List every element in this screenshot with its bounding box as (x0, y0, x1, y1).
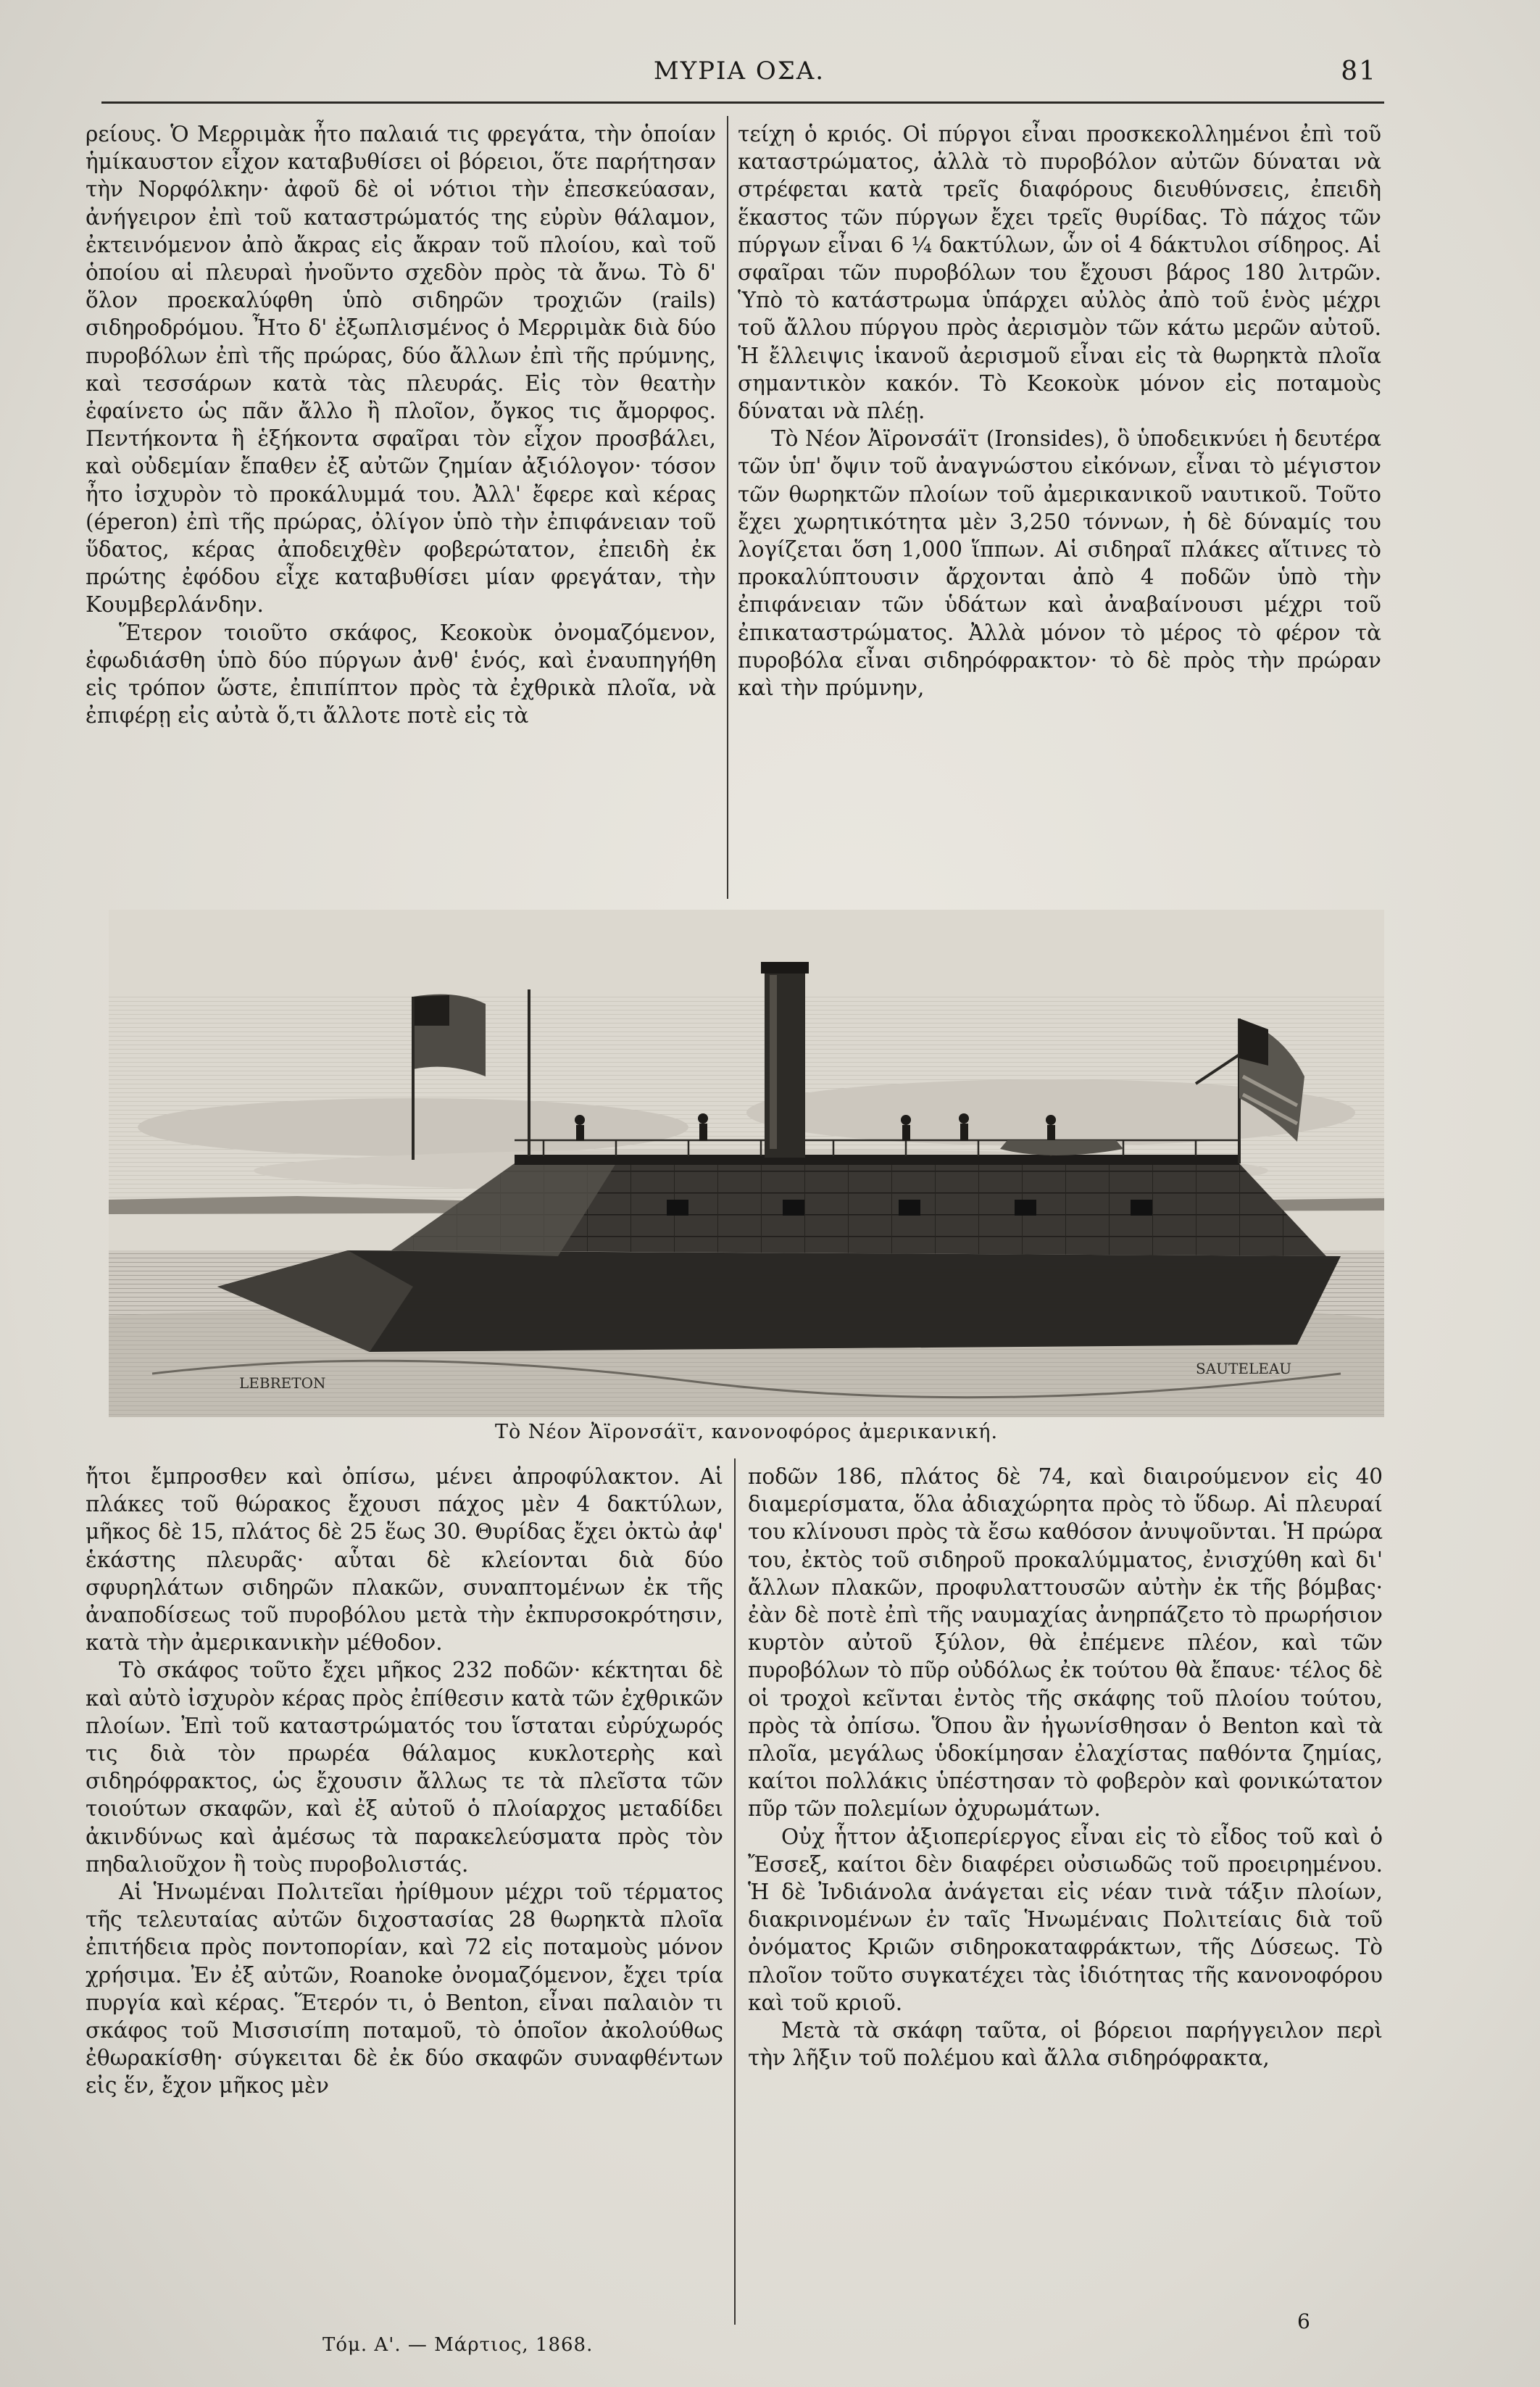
figure-caption: Τὸ Νέον Ἀϊρονσάϊτ, κανονοφόρος ἀμερικανική. (494, 1421, 999, 1443)
top-left-column (86, 120, 716, 729)
paragraph-benton: ποδῶν 186, πλάτος δὲ 74, καὶ διαιρούμενον εἰς 40 διαμερίσματα, ὅλα ἀδιαχώρητα πρὸς τὸ ὕδωρ. Αἱ πλευραί του κλίνουσι πρὸς τὰ ἔσω καθόσον ἀνυψοῦνται. Ἡ πρώρα του, ἐκτὸς τοῦ σιδηροῦ προκαλύμματος, ἐνισχύθη καὶ δι' ἄλλων πλακῶν, προφυλαττουσῶν αὐτὴν ἐκ τῆς βόμβας· ἐὰν δὲ ποτὲ ἐπὶ τῆς ναυμαχίας ἀνηρπάζετο τὸ πρωρήσιον κυρτὸν αὐτοῦ ξύλον, θὰ ἐπέμενε πλέον, καὶ τῶν πυροβόλων τὸ πῦρ οὐδόλως ἐκ τούτου θὰ ἔπαυε· τέλος δὲ οἱ τροχοὶ κεῖνται ἐντὸς τῆς σκάφης τοῦ πλοίου τούτου, πρὸς τὰ ὀπίσω. Ὅπου ἂν ἠγωνίσθησαν ὁ Benton καὶ τὰ πλοῖα, μεγάλως ὑδοκίμησαν ἐλαχίστας παθόντα ζημίας, καίτοι πολλάκις ὑπέστησαν τὸ φοβερὸν καὶ φονικώτατον πῦρ τῶν πολεμίων ὀχυρωμάτων. (748, 1464, 1383, 1822)
page-number: 81 (1341, 57, 1377, 86)
armored-casemate (391, 1155, 1326, 1256)
ironclad-engraving (109, 910, 1384, 1417)
paragraph-essex: Οὐχ ἧττον ἀξιοπερίεργος εἶναι εἰς τὸ εἶδος τοῦ καὶ ὁ Ἔσσεξ, καίτοι δὲν διαφέρει οὐσιωδῶς τοῦ προειρημένου. Ἡ δὲ Ἰνδιάνολα ἀνάγεται εἰς νέαν τινὰ τάξιν πλοίων, διακρινομένων ἐν ταῖς Ἡνωμέναις Πολιτείαις διὰ τοῦ ὀνόματος Κριῶν σιδηροκαταφράκτων, τῆς Δύσεως. Τὸ πλοῖον τοῦτο συγκατέχει τὰς ἰδιότητας τῆς κανονοφόρου καὶ τοῦ κριοῦ. (748, 1824, 1383, 2015)
paragraph-ship-length: Τὸ σκάφος τοῦτο ἔχει μῆκος 232 ποδῶν· κέκτηται δὲ καὶ αὐτὸ ἰσχυρὸν κέρας πρὸς ἐπίθεσιν κατὰ τῶν ἐχθρικῶν πλοίων. Ἐπὶ τοῦ καταστρώματός του ἵσταται εὐρύχωρός τις διὰ τὸν πρωρέα θάλαμος κυκλοτερὴς καὶ σιδηρόφρακτος, ὡς ἔχουσιν ἄλλως τε τὰ πλεῖστα τῶν τοιούτων σκαφῶν, καὶ ἐξ αὐτοῦ ὁ πλοίαρχος μεταδίδει ἀκινδύνως καὶ ἀμέσως τὰ παρακελεύσματα πρὸς τὸν πηδαλιοῦχον ἢ τοὺς πυροβολιστάς. (86, 1658, 723, 1877)
footer-signature-mark: 6 (1297, 2309, 1310, 2333)
column-divider-top (727, 116, 728, 899)
header-rule (101, 101, 1384, 104)
paragraph-turrets: τείχη ὁ κριός. Οἱ πύργοι εἶναι προσκεκολλημένοι ἐπὶ τοῦ καταστρώματος, ἀλλὰ τὸ πυροβόλον αὐτῶν δύναται νὰ στρέφεται κατὰ τρεῖς διαφόρους διευθύνσεις, ἐπειδὴ ἕκαστος τῶν πύργων ἔχει τρεῖς θυρίδας. Τὸ πάχος τῶν πύργων εἶναι 6 ¼ δακτύλων, ὧν οἱ 4 δάκτυλοι σίδηρος. Αἱ σφαῖραι τῶν πυροβόλων του ἔχουσι βάρος 180 λιτρῶν. Ὑπὸ τὸ κατάστρωμα ὑπάρχει αὐλὸς ἀπὸ τοῦ ἑνὸς μέχρι τοῦ ἄλλου πύργου πρὸς ἀερισμὸν τῶν κάτω μερῶν αὐτοῦ. Ἡ ἔλλειψις ἱκανοῦ ἀερισμοῦ εἶναι εἰς τὰ θωρηκτὰ πλοῖα σημαντικὸν κακόν. Τὸ Κεοκοὺκ μόνον εἰς ποταμοὺς δύναται νὰ πλέῃ. (738, 122, 1381, 424)
column-divider-bottom (734, 1458, 736, 2325)
bottom-right-column (748, 1463, 1383, 2072)
footer-volume-date: Τόμ. Α'. — Μάρτιος, 1868. (322, 2334, 594, 2356)
bottom-left-column (86, 1463, 723, 2100)
paragraph-armor-plates: ἤτοι ἔμπροσθεν καὶ ὀπίσω, μένει ἀπροφύλακτον. Αἱ πλάκες τοῦ θώρακος ἔχουσι πάχος μὲν 4 δακτύλων, μῆκος δὲ 15, πλάτος δὲ 25 ἕως 30. Θυρίδας ἔχει ὀκτὼ ἀφ' ἑκάστης πλευρᾶς· αὗται δὲ κλείονται διὰ δύο σφυρηλάτων σιδηρῶν πλακῶν, συναπτομένων ἐκ τῆς ἀναποδίσεως τοῦ πυροβόλου μετὰ τὴν ἐκπυρσοκρότησιν, κατὰ τὴν ἀμερικανικὴν μέθοδον. (86, 1464, 723, 1656)
engraver-signature-left: LEBRETON (239, 1374, 326, 1392)
paragraph-ironsides: Τὸ Νέον Ἀϊρονσάϊτ (Ironsides), ὃ ὑποδεικνύει ἡ δευτέρα τῶν ὑπ' ὄψιν τοῦ ἀναγνώστου εἰκόνων, εἶναι τὸ μέγιστον τῶν θωρηκτῶν πλοίων τοῦ ἀμερικανικοῦ ναυτικοῦ. Τοῦτο ἔχει χωρητικότητα μὲν 3,250 τόννων, ἡ δὲ δύναμίς του λογίζεται ὅση 1,000 ἵππων. Αἱ σιδηραῖ πλάκες αἵτινες τὸ προκαλύπτουσιν ἄρχονται ἀπὸ 4 ποδῶν ὑπὸ τὴν ἐπιφάνειαν τῶν ὑδάτων καὶ ἀναβαίνουσι μέχρι τοῦ ἐπικαταστρώματος. Ἀλλὰ μόνον τὸ μέρος τὸ φέρον τὰ πυροβόλα εἶναι σιδηρόφρακτον· τὸ δὲ πρὸς τὴν πρώραν καὶ τὴν πρύμνην, (738, 426, 1381, 701)
paragraph-keokuk: Ἕτερον τοιοῦτο σκάφος, Κεοκοὺκ ὀνομαζόμενον, ἐφωδιάσθη ὑπὸ δύο πύργων ἀνθ' ἑνός, καὶ ἐναυπηγήθη εἰς τρόπον ὥστε, ἐπιπίπτον πρὸς τὰ ἐχθρικὰ πλοῖα, νὰ ἐπιφέρῃ εἰς αὐτὰ ὅ,τι ἄλλοτε ποτὲ εἰς τὰ (86, 620, 716, 728)
top-right-column (738, 120, 1381, 702)
journal-title: ΜΥΡΙΑ ΟΣΑ. (653, 57, 825, 86)
paragraph-merrimac: ρείους. Ὁ Μερριμὰκ ἦτο παλαιά τις φρεγάτα, τὴν ὁποίαν ἡμίκαυστον εἶχον καταβυθίσει οἱ βόρειοι, ὅτε παρήτησαν τὴν Νορφόλκην· ἀφοῦ δὲ οἱ νότιοι τὴν ἐπεσκεύασαν, ἀνήγειρον ἐπὶ τοῦ καταστρώματός της εὐρὺν θάλαμον, ἐκτεινόμενον ἀπὸ ἄκρας εἰς ἄκραν τοῦ πλοίου, καὶ τοῦ ὁποίου αἱ πλευραὶ ἠνοῦντο σχεδὸν πρὸς τὰ ἄνω. Τὸ δ' ὅλον προεκαλύφθη ὑπὸ σιδηρῶν τροχιῶν (rails) σιδηροδρόμου. Ἦτο δ' ἐξωπλισμένος ὁ Μερριμὰκ διὰ δύο πυροβόλων ἐπὶ τῆς πρώρας, δύο ἄλλων ἐπὶ τῆς πρύμνης, καὶ τεσσάρων κατὰ τὰς πλευράς. Εἰς τὸν θεατὴν ἐφαίνετο ὡς πᾶν ἄλλο ἢ πλοῖον, ὄγκος τις ἄμορφος. Πεντήκοντα ἢ ἑξήκοντα σφαῖραι τὸν εἶχον προσβάλει, καὶ οὐδεμίαν ἔπαθεν ἐξ αὐτῶν ζημίαν ἀξιόλογον· τόσον ἦτο ἰσχυρὸν τὸ προκάλυμμά του. Ἀλλ' ἔφερε καὶ κέρας (éperon) ἐπὶ τῆς πρώρας, ὀλίγον ὑπὸ τὴν ἐπιφάνειαν τοῦ ὕδατος, κέρας ἀποδειχθὲν φοβερώτατον, ἐπειδὴ ἐκ πρώτης ἐφόδου εἶχε καταβυθίσει μίαν φρεγάταν, τὴν Κουμβερλάνδην. (86, 122, 716, 618)
paragraph-united-states-fleet: Αἱ Ἡνωμέναι Πολιτεῖαι ἠρίθμουν μέχρι τοῦ τέρματος τῆς τελευταίας αὐτῶν διχοστασίας 28 θωρηκτὰ πλοῖα ἐπιτήδεια πρὸς ποντοπορίαν, καὶ 72 εἰς ποταμοὺς μόνον χρήσιμα. Ἐν ἐξ αὐτῶν, Roanoke ὀνομαζόμενον, ἔχει τρία πυργία καὶ κέρας. Ἕτερόν τι, ὁ Benton, εἶναι παλαιὸν τι σκάφος τοῦ Μισσισίπη ποταμοῦ, τὸ ὁποῖον ἀκολούθως ἐθωρακίσθη· σύγκειται δὲ ἐκ δύο σκαφῶν συναφθέντων εἰς ἕν, ἔχον μῆκος μὲν (86, 1880, 723, 2099)
running-head (101, 57, 1377, 100)
ironclad-illustration (109, 910, 1384, 1417)
paragraph-after: Μετὰ τὰ σκάφη ταῦτα, οἱ βόρειοι παρήγγειλον περὶ τὴν λῆξιν τοῦ πολέμου καὶ ἄλλα σιδηρόφρακτα, (748, 2018, 1383, 2071)
engraver-signature-right: SAUTELEAU (1196, 1360, 1292, 1377)
smokestack (761, 962, 809, 1158)
ship-hull (217, 1250, 1341, 1352)
